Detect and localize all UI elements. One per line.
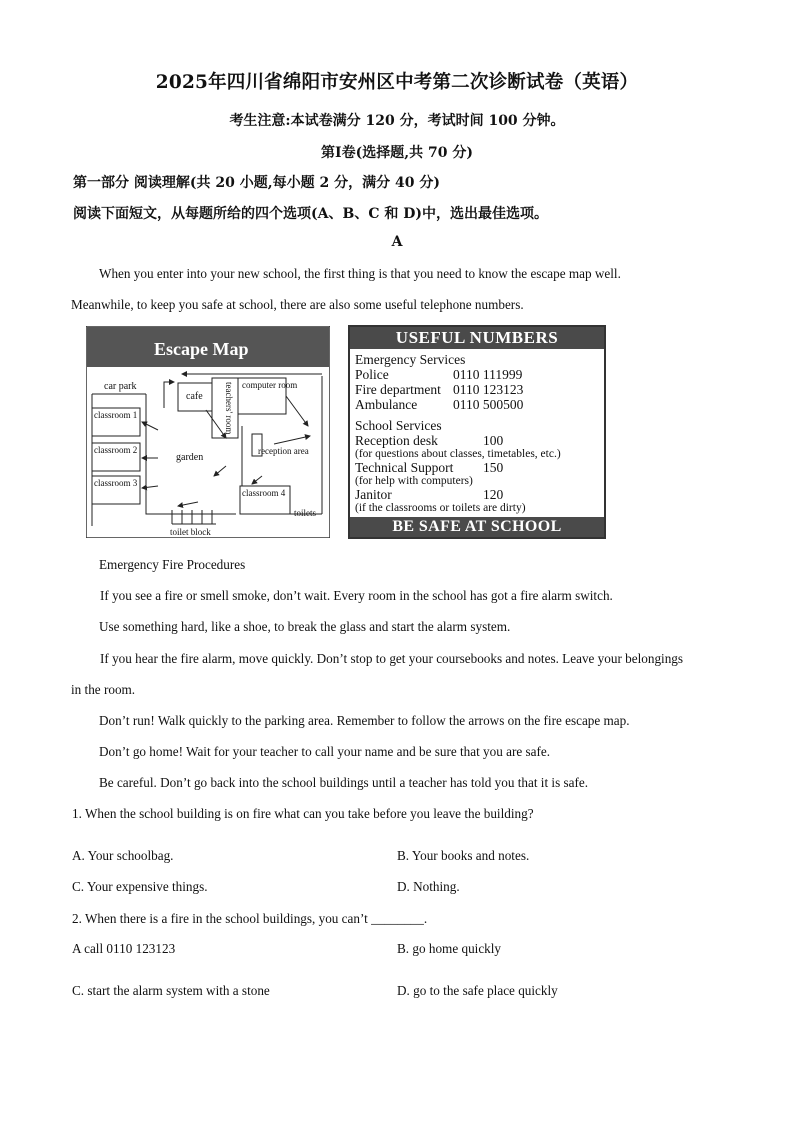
procedures-title: Emergency Fire Procedures xyxy=(99,557,246,572)
intro-line-2: Meanwhile, to keep you safe at school, there are also some useful telephone numbers. xyxy=(71,297,524,312)
emergency-number: 0110 111999 xyxy=(453,367,523,382)
escape-map-figure xyxy=(86,326,330,538)
procedure-paragraph-cont: in the room. xyxy=(71,682,136,697)
exam-notice: 考生注意:本试卷满分 120 分，考试时间 100 分钟。 xyxy=(229,113,565,129)
section-label: A xyxy=(391,234,403,250)
useful-numbers-footer: BE SAFE AT SCHOOL xyxy=(350,517,604,537)
option-a[interactable]: A call 0110 123123 xyxy=(72,941,176,956)
part-heading: 第一部分 阅读理解(共 20 小题,每小题 2 分，满分 40 分) xyxy=(73,175,440,191)
option-b[interactable]: B. go home quickly xyxy=(397,941,502,956)
question-stem: 1. When the school building is on fire what can you take before you leave the building? xyxy=(72,806,534,821)
emergency-number: 0110 123123 xyxy=(453,382,524,397)
toilet-block-label: toilet block xyxy=(170,527,211,537)
school-service-number: 120 xyxy=(483,487,504,502)
school-service-number: 150 xyxy=(483,460,504,475)
emergency-row xyxy=(355,397,602,412)
procedure-paragraph: Don’t run! Walk quickly to the parking area. Remember to follow the arrows on the fire escape map. xyxy=(99,713,630,728)
toilets-label: toilets xyxy=(294,508,316,518)
procedure-paragraph: If you see a fire or smell smoke, don’t wait. Every room in the school has got a fire alarm switch. xyxy=(100,588,613,603)
car-park-label: car park xyxy=(104,381,137,392)
classroom2-label: classroom 2 xyxy=(94,445,138,455)
school-service-row xyxy=(355,460,602,475)
reception-area-label: reception area xyxy=(258,446,309,456)
school-service-number: 100 xyxy=(483,433,504,448)
school-service-row xyxy=(355,487,602,502)
school-service-row xyxy=(355,433,602,448)
emergency-row xyxy=(355,382,602,397)
classroom3-label: classroom 3 xyxy=(94,478,138,488)
procedure-paragraph: Don’t go home! Wait for your teacher to call your name and be sure that you are safe. xyxy=(99,744,551,759)
page-title: 2025年四川省绵阳市安州区中考第二次诊断试卷（英语） xyxy=(155,72,639,93)
emergency-number: 0110 500500 xyxy=(453,397,524,412)
useful-numbers-box xyxy=(348,325,606,539)
option-d[interactable]: D. go to the safe place quickly xyxy=(397,983,558,998)
useful-numbers-title: USEFUL NUMBERS xyxy=(350,327,604,349)
option-c[interactable]: C. Your expensive things. xyxy=(72,879,208,894)
school-service-note: (if the classrooms or toilets are dirty) xyxy=(355,502,526,514)
classroom4-label: classroom 4 xyxy=(242,488,286,498)
cafe-label: cafe xyxy=(186,391,203,402)
emergency-name: Police xyxy=(355,367,389,382)
school-services-title: School Services xyxy=(355,418,442,433)
escape-map-title: Escape Map xyxy=(154,339,249,359)
emergency-row xyxy=(355,367,602,382)
intro-line-1: When you enter into your new school, the first thing is that you need to know the escape map well. xyxy=(99,266,621,281)
procedure-paragraph: Be careful. Don’t go back into the school buildings until a teacher has told you that it is safe. xyxy=(99,775,589,790)
school-service-name: Janitor xyxy=(355,487,392,502)
garden-label: garden xyxy=(176,452,204,463)
classroom1-label: classroom 1 xyxy=(94,410,138,420)
procedure-paragraph: Use something hard, like a shoe, to break the glass and start the alarm system. xyxy=(99,619,511,634)
school-service-note: (for help with computers) xyxy=(355,475,473,487)
school-service-name: Reception desk xyxy=(355,433,438,448)
option-a[interactable]: A. Your schoolbag. xyxy=(72,848,174,863)
procedure-paragraph: If you hear the fire alarm, move quickly. Don’t stop to get your coursebooks and notes. Leave your belongings xyxy=(100,651,684,666)
school-service-note: (for questions about classes, timetables, etc.) xyxy=(355,448,561,460)
option-d[interactable]: D. Nothing. xyxy=(397,879,460,894)
emergency-name: Fire department xyxy=(355,382,441,397)
option-b[interactable]: B. Your books and notes. xyxy=(397,848,530,863)
emergency-name: Ambulance xyxy=(355,397,418,412)
option-c[interactable]: C. start the alarm system with a stone xyxy=(72,983,270,998)
emergency-services-title: Emergency Services xyxy=(355,352,466,367)
teachers-room-label: teachers' room xyxy=(224,382,234,435)
question-stem: 2. When there is a fire in the school buildings, you can’t ________. xyxy=(72,911,428,926)
computer-room-label: computer room xyxy=(242,380,298,390)
instruction-text: 阅读下面短文，从每题所给的四个选项(A、B、C 和 D)中，选出最佳选项。 xyxy=(73,206,548,222)
volume-heading: 第Ⅰ卷(选择题,共 70 分) xyxy=(321,145,473,161)
school-service-name: Technical Support xyxy=(355,460,454,475)
